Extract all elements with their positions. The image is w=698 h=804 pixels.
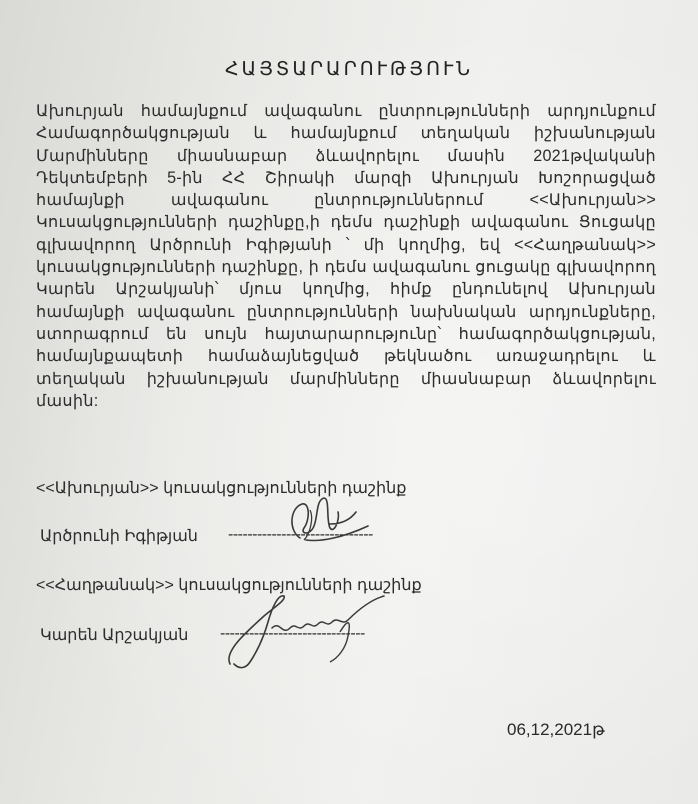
signer1-signature [280, 490, 390, 550]
signer2-signature [220, 592, 390, 674]
signer1-signature-line: ------------------------------ [228, 526, 373, 543]
signer2-name: Կարեն Արշակյան [40, 627, 189, 644]
document-date: 06,12,2021թ [507, 720, 605, 739]
document-body: Ախուրյան համայնքում ավագանու ընտրությունների արդյունքում Համագործակցության և համայնքում տեղական իշխանության Մարմինները միասնաբար ձևավորելու մասին 2021թվականի Դեկտեմբերի 5-ին ՀՀ Շիրակի մարզի Ախուրյան Խոշորացված համայնքի ավագանու ընտրություններում <<Ախուրյան>> Կուսակցությունների դաշինքը,ի դեմս դաշինքի ավագանու Ցուցակը գլխավորող Արծրունի Իգիթյանի ՝ մի կողմից, եվ <<Հաղթանակ>> կուսակցությունների դաշինքը, ի դեմս ավագանու ցուցակը գլխավորող Կարեն Արշակյանի՝ մյուս կողմից, հիմք ընդունելով Ախուրյան համայնքի ավագանու ընտրությունների նախնական արդյունքները, ստորագրում են սույն հայտարարությունը՝ համագործակցության, համայնքապետի համաձայնեցված թեկնածու առաջադրելու և տեղական իշխանության մարմինները միասնաբար ձևավորելու մասին: [36, 102, 656, 410]
signer2-signature-line: ------------------------------ [220, 625, 365, 642]
party2-label: <<Հաղթանակ>> կուսակցությունների դաշինք [36, 577, 422, 594]
signer1-name: Արծրունի Իգիթյան [40, 528, 198, 545]
document-title: ՀԱՅՏԱՐԱՐՈՒԹՅՈՒՆ [224, 59, 474, 80]
party1-label: <<Ախուրյան>> կուսակցությունների դաշինք [36, 480, 407, 497]
